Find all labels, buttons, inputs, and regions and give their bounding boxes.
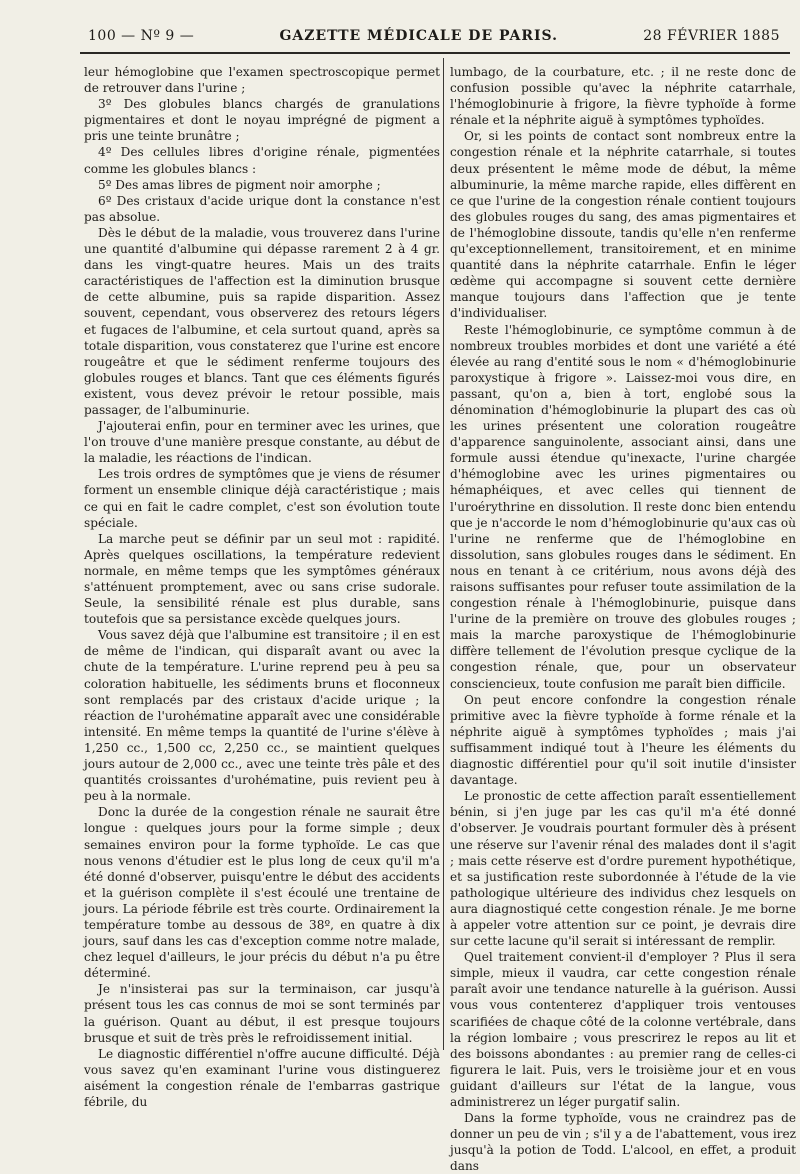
- paragraph: 6º Des cristaux d'acide urique dont la constance n'est pas absolue.: [84, 193, 440, 224]
- left-column: [84, 64, 440, 1109]
- paragraph: Dès le début de la maladie, vous trouverez dans l'urine une quantité d'albumine qui dépasse rarement 2 à 4 gr. dans les vingt-quatre heures. Mais un des traits caractéristiques de l'affection est la diminution brusque de cette albumine, puis sa rapide disparition. Assez souvent, cependant, vous observerez des retours légers et fugaces de l'albumine, et cela surtout quand, après sa totale disparition, vous constaterez que l'urine est encore rougeâtre et que le sédiment renferme toujours des globules rouges et blancs. Tant que ces éléments figurés existent, vous devez prévoir le retour possible, mais passager, de l'albuminurie.: [84, 225, 440, 417]
- paragraph: Le pronostic de cette affection paraît essentiellement bénin, si j'en juge par les cas qu'il m'a été donné d'observer. Je voudrais pourtant formuler dès à présent une réserve sur l'avenir rénal des malades dont il s'agit ; mais cette réserve est d'ordre purement hypothétique, et sa justification reste subordonnée à l'étude de la vie pathologique ultérieure des individus chez lesquels on aura diagnostiqué cette congestion rénale. Je me borne à appeler votre attention sur ce point, je devrais dire sur cette lacune qu'il serait si intéressant de remplir.: [450, 789, 796, 949]
- paragraph: Or, si les points de contact sont nombreux entre la congestion rénale et la néphrite catarrhale, si toutes deux présentent le même mode de début, la même albuminurie, la même marche rapide, elles diffèrent en ce que l'urine de la congestion rénale contient toujours des globules rouges du sang, des amas pigmentaires et de l'hémoglobine dissoute, tandis qu'elle n'en renferme qu'exceptionnellement, transitoirement, et en minime quantité dans la néphrite catarrhale. Enfin le léger œdème qui accompagne si souvent cette dernière manque toujours dans l'affection que je tente d'individualiser.: [450, 129, 796, 321]
- paragraph: 4º Des cellules libres d'origine rénale, pigmentées comme les globules blancs :: [84, 145, 440, 176]
- paragraph: Donc la durée de la congestion rénale ne saurait être longue : quelques jours pour la forme simple ; deux semaines environ pour la forme typhoïde. Le cas que nous venons d'étudier est le plus long de ceux qu'il m'a été donné d'observer, puisqu'entre le début des accidents et la guérison complète il s'est écoulé une trentaine de jours. La période fébrile est très courte. Ordinairement la température tombe au dessous de 38º, en quatre à dix jours, sauf dans les cas d'exception comme notre malade, chez lequel d'ailleurs, le jour précis du début n'a pu être déterminé.: [84, 805, 440, 981]
- journal-title: GAZETTE MÉDICALE DE PARIS.: [279, 28, 559, 44]
- right-column: [450, 64, 796, 1174]
- paragraph: Quel traitement convient-il d'employer ? Plus il sera simple, mieux il vaudra, car cette congestion rénale paraît avoir une tendance naturelle à la guérison. Aussi vous vous contenterez d'appliquer trois ventouses scarifiées de chaque côté de la colonne vertébrale, dans la région lombaire ; vous prescrirez le repos au lit et des boissons abondantes : au premier rang de celles-ci figurera le lait. Puis, vers le troisième jour et en vous guidant d'ailleurs sur l'état de la langue, vous administrerez un léger purgatif salin.: [450, 950, 796, 1109]
- paragraph: Les trois ordres de symptômes que je viens de résumer forment un ensemble clinique déjà caractéristique ; mais ce qui en fait le cadre complet, c'est son évolution toute spéciale.: [84, 467, 440, 530]
- paragraph: Vous savez déjà que l'albumine est transitoire ; il en est de même de l'indican, qui disparaît avant ou avec la chute de la température. L'urine reprend peu à peu sa coloration habituelle, les sédiments bruns et floconneux sont remplacés par des cristaux d'acide urique ; la réaction de l'urohématine apparaît avec une considérable intensité. En même temps la quantité de l'urine s'élève à 1,250 cc., 1,500 cc, 2,250 cc., se maintient quelques jours autour de 2,000 cc., avec une teinte très pâle et des quantités croissantes d'urohématine, puis revient peu à peu à la normale.: [84, 628, 440, 804]
- header-rule: [80, 52, 790, 54]
- paragraph: Reste l'hémoglobinurie, ce symptôme commun à de nombreux troubles morbides et dont une variété a été élevée au rang d'entité sous le nom « d'hémoglobinurie paroxystique à frigore ». Laissez-moi vous dire, en passant, qu'on a, bien à tort, englobé sous la dénomination d'hémoglobinurie la plupart des cas où les urines présentent une coloration rougeâtre d'apparence sanguinolente, associant ainsi, dans une formule aussi étendue qu'inexacte, l'urine chargée d'hémoglobine avec les urines pigmentaires ou hémaphéiques, et avec celles qui tiennent de l'uroérythrine en dissolution. Il reste donc bien entendu que je n'accorde le nom d'hémoglobinurie qu'aux cas où l'urine ne renferme que de l'hémoglobine en dissolution, sans globules rouges dans le sédiment. En nous en tenant à ce critérium, nous avons déjà des raisons suffisantes pour refuser toute assimilation de la congestion rénale à l'hémoglobinurie, puisque dans l'urine de la première on trouve des globules rouges ; mais la marche paroxystique de l'hémoglobinurie diffère tellement de l'évolution presque cyclique de la congestion rénale, que, pour un observateur consciencieux, toute confusion me paraît bien difficile.: [450, 322, 796, 691]
- paragraph: 5º Des amas libres de pigment noir amorphe ;: [98, 177, 381, 192]
- paragraph: Je n'insisterai pas sur la terminaison, car jusqu'à présent tous les cas connus de moi se sont terminés par la guérison. Quant au début, il est presque toujours brusque et suit de très près le refroidissement initial.: [84, 982, 440, 1045]
- paragraph: Dans la forme typhoïde, vous ne craindrez pas de donner un peu de vin ; s'il y a de l'abattement, vous irez jusqu'à la potion de Todd. L'alcool, en effet, a produit dans: [450, 1111, 796, 1174]
- paragraph: On peut encore confondre la congestion rénale primitive avec la fièvre typhoïde à forme rénale et la néphrite aiguë à symptômes typhoïdes ; mais j'ai suffisamment indiqué tout à l'heure les éléments du diagnostic différentiel pour qu'il soit inutile d'insister davantage.: [450, 692, 796, 788]
- paragraph: leur hémoglobine que l'examen spectroscopique permet de retrouver dans l'urine ;: [84, 65, 440, 96]
- issue-date: 28 FÉVRIER 1885: [643, 28, 780, 44]
- page-number: 100 — Nº 9 —: [88, 28, 195, 44]
- paragraph: lumbago, de la courbature, etc. ; il ne reste donc de confusion possible qu'avec la néphrite catarrhale, l'hémoglobinurie à frigore, la fièvre typhoïde à forme rénale et la néphrite aiguë à symptômes typhoïdes.: [450, 65, 796, 128]
- column-divider: [443, 58, 444, 1050]
- page-header: [88, 28, 780, 50]
- paragraph: Le diagnostic différentiel n'offre aucune difficulté. Déjà vous savez qu'en examinant l'urine vous distinguerez aisément la congestion rénale de l'embarras gastrique fébrile, du: [84, 1046, 440, 1109]
- paragraph: La marche peut se définir par un seul mot : rapidité. Après quelques oscillations, la température redevient normale, en même temps que les symptômes généraux s'atténuent promptement, avec ou sans crise sudorale. Seule, la sensibilité rénale est plus durable, sans toutefois que sa persistance excède quelques jours.: [84, 531, 440, 627]
- paragraph: 3º Des globules blancs chargés de granulations pigmentaires et dont le noyau imprégné de pigment a pris une teinte brunâtre ;: [84, 97, 440, 144]
- paragraph: J'ajouterai enfin, pour en terminer avec les urines, que l'on trouve d'une manière presque constante, au début de la maladie, les réactions de l'indican.: [84, 419, 440, 466]
